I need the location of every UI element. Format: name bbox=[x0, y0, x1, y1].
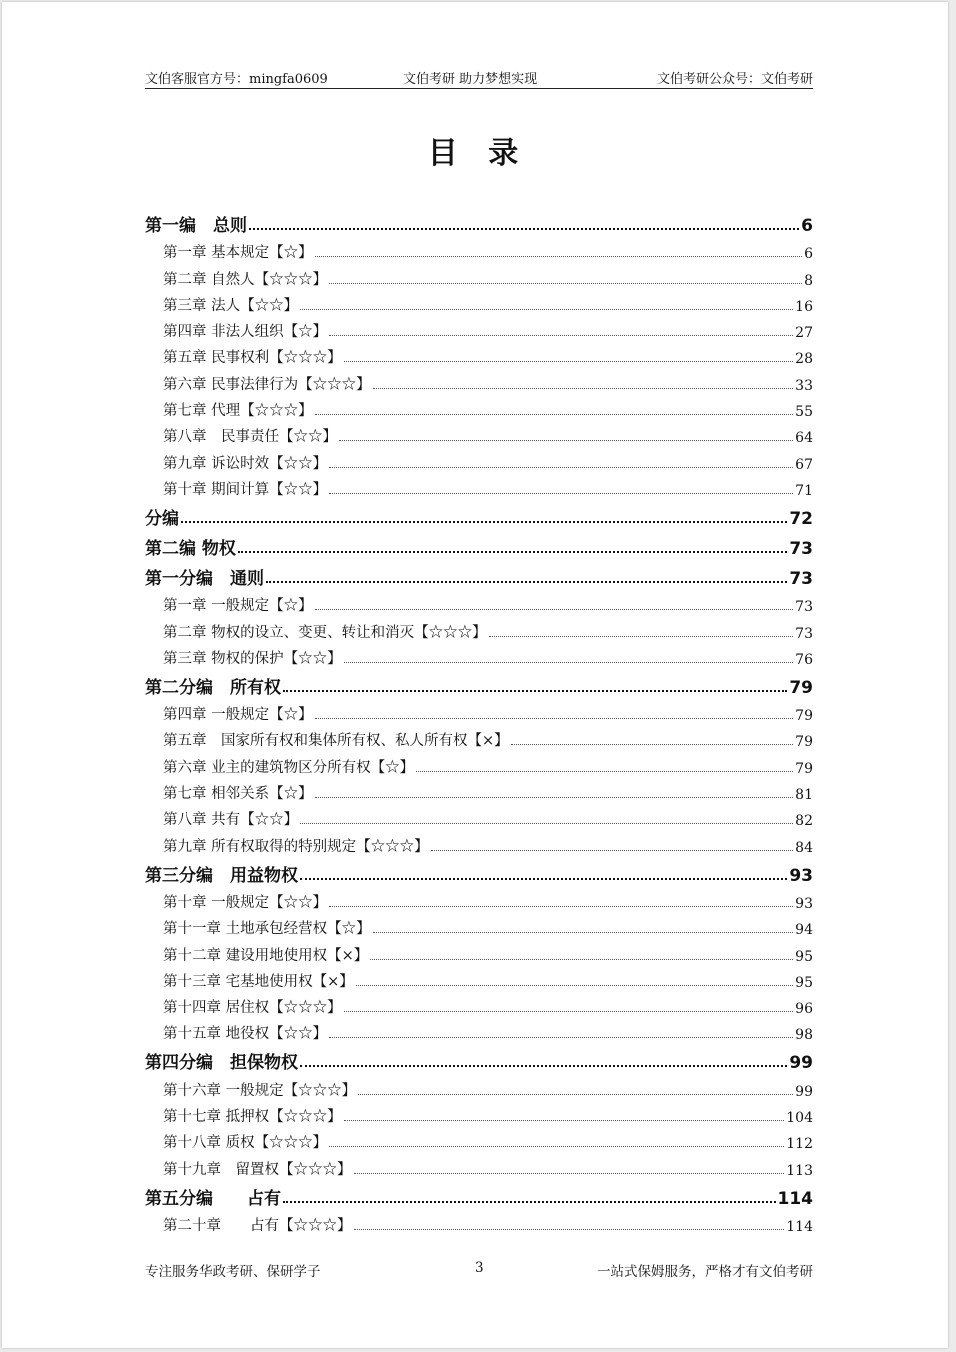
toc-dot-leader bbox=[344, 1119, 785, 1121]
toc-chapter-entry[interactable] bbox=[145, 262, 813, 288]
toc-dot-leader bbox=[238, 550, 787, 553]
toc-page-number: 82 bbox=[795, 813, 813, 830]
toc-entry-label: 分编 bbox=[145, 508, 179, 529]
toc-chapter-entry[interactable] bbox=[145, 803, 813, 829]
toc-dot-leader bbox=[329, 905, 793, 907]
toc-dot-leader bbox=[329, 466, 793, 468]
toc-entry-label: 第九章 所有权取得的特别规定【☆☆☆】 bbox=[163, 838, 429, 855]
toc-chapter-entry[interactable] bbox=[145, 289, 813, 315]
toc-entry-label: 第十章 一般规定【☆☆】 bbox=[163, 894, 328, 911]
toc-entry-label: 第十八章 质权【☆☆☆】 bbox=[163, 1135, 328, 1152]
toc-chapter-entry[interactable] bbox=[145, 1209, 813, 1235]
toc-dot-leader bbox=[329, 282, 802, 284]
toc-chapter-entry[interactable] bbox=[145, 315, 813, 341]
toc-page-number: 81 bbox=[795, 787, 813, 804]
toc-entry-label: 第三章 法人【☆☆】 bbox=[163, 297, 299, 314]
toc-entry-label: 第十五章 地役权【☆☆】 bbox=[163, 1026, 328, 1043]
footer-right-text: 一站式保姆服务，严格才有文伯考研 bbox=[597, 1264, 813, 1280]
toc-chapter-entry[interactable] bbox=[145, 446, 813, 472]
toc-page-number: 94 bbox=[795, 922, 813, 939]
toc-page-number: 72 bbox=[789, 508, 813, 529]
toc-dot-leader bbox=[354, 1172, 785, 1174]
toc-part-entry[interactable] bbox=[145, 529, 813, 559]
toc-part-entry[interactable] bbox=[145, 206, 813, 236]
toc-chapter-entry[interactable] bbox=[145, 420, 813, 446]
toc-chapter-entry[interactable] bbox=[145, 886, 813, 912]
toc-page-number: 79 bbox=[795, 708, 813, 725]
table-of-contents bbox=[145, 206, 813, 1235]
toc-entry-label: 第二编 物权 bbox=[145, 538, 236, 559]
toc-dot-leader bbox=[354, 1228, 785, 1230]
toc-dot-leader bbox=[344, 1010, 794, 1012]
toc-page-number: 76 bbox=[795, 651, 813, 668]
toc-dot-leader bbox=[315, 796, 794, 798]
toc-dot-leader bbox=[329, 1145, 784, 1147]
toc-dot-leader bbox=[344, 661, 794, 663]
toc-dot-leader bbox=[283, 1200, 776, 1203]
toc-entry-label: 第十章 期间计算【☆☆】 bbox=[163, 481, 328, 498]
toc-entry-label: 第十四章 居住权【☆☆☆】 bbox=[163, 1000, 342, 1017]
toc-page-number: 114 bbox=[777, 1188, 813, 1209]
toc-page-number: 73 bbox=[795, 599, 813, 616]
toc-dot-leader bbox=[373, 387, 794, 389]
toc-entry-label: 第二十章 占有【☆☆☆】 bbox=[163, 1217, 352, 1234]
toc-chapter-entry[interactable] bbox=[145, 777, 813, 803]
toc-page-number: 55 bbox=[795, 404, 813, 421]
toc-dot-leader bbox=[300, 877, 787, 880]
toc-dot-leader bbox=[344, 360, 794, 362]
toc-page-number: 96 bbox=[795, 1001, 813, 1018]
toc-dot-leader bbox=[416, 770, 793, 772]
toc-page-number: 33 bbox=[795, 377, 813, 394]
toc-part-entry[interactable] bbox=[145, 668, 813, 698]
toc-dot-leader bbox=[181, 520, 787, 523]
toc-chapter-entry[interactable] bbox=[145, 1073, 813, 1099]
toc-dot-leader bbox=[356, 984, 793, 986]
toc-dot-leader bbox=[249, 227, 799, 230]
toc-dot-leader bbox=[329, 492, 793, 494]
toc-entry-label: 第一章 一般规定【☆】 bbox=[163, 598, 313, 615]
toc-page-number: 95 bbox=[795, 948, 813, 965]
toc-chapter-entry[interactable] bbox=[145, 473, 813, 499]
toc-entry-label: 第七章 代理【☆☆☆】 bbox=[163, 403, 313, 420]
toc-chapter-entry[interactable] bbox=[145, 615, 813, 641]
toc-page-number: 104 bbox=[786, 1110, 813, 1127]
toc-entry-label: 第一章 基本规定【☆】 bbox=[163, 245, 313, 262]
toc-dot-leader bbox=[315, 413, 794, 415]
toc-dot-leader bbox=[315, 717, 794, 719]
toc-page-number: 6 bbox=[801, 216, 813, 236]
toc-dot-leader bbox=[358, 1093, 793, 1095]
toc-entry-label: 第九章 诉讼时效【☆☆】 bbox=[163, 455, 328, 472]
toc-page-number: 84 bbox=[795, 839, 813, 856]
toc-entry-label: 第六章 业主的建筑物区分所有权【☆】 bbox=[163, 759, 415, 776]
toc-entry-label: 第十九章 留置权【☆☆☆】 bbox=[163, 1161, 352, 1178]
toc-chapter-entry[interactable] bbox=[145, 236, 813, 262]
toc-page-number: 8 bbox=[804, 272, 813, 289]
toc-chapter-entry[interactable] bbox=[145, 991, 813, 1017]
toc-entry-label: 第二章 物权的设立、变更、转让和消灭【☆☆☆】 bbox=[163, 624, 487, 641]
toc-chapter-entry[interactable] bbox=[145, 750, 813, 776]
toc-entry-label: 第八章 共有【☆☆】 bbox=[163, 812, 299, 829]
toc-dot-leader bbox=[329, 1036, 793, 1038]
toc-page-number: 99 bbox=[795, 1083, 813, 1100]
toc-part-entry[interactable] bbox=[145, 499, 813, 529]
toc-entry-label: 第十一章 土地承包经营权【☆】 bbox=[163, 921, 371, 938]
toc-entry-label: 第十三章 宅基地使用权【×】 bbox=[163, 973, 354, 990]
toc-dot-leader bbox=[283, 689, 787, 692]
toc-entry-label: 第七章 相邻关系【☆】 bbox=[163, 786, 313, 803]
toc-dot-leader bbox=[489, 635, 794, 637]
toc-entry-label: 第五分编 占有 bbox=[145, 1188, 281, 1209]
page-header bbox=[145, 66, 813, 89]
toc-chapter-entry[interactable] bbox=[145, 698, 813, 724]
toc-entry-label: 第五章 民事权利【☆☆☆】 bbox=[163, 350, 342, 367]
toc-chapter-entry[interactable] bbox=[145, 367, 813, 393]
page-footer bbox=[145, 1260, 813, 1280]
toc-page-number: 73 bbox=[789, 568, 813, 589]
toc-dot-leader bbox=[511, 743, 794, 745]
toc-chapter-entry[interactable] bbox=[145, 1100, 813, 1126]
toc-entry-label: 第一分编 通则 bbox=[145, 568, 264, 589]
toc-page-number: 28 bbox=[795, 351, 813, 368]
toc-entry-label: 第三分编 用益物权 bbox=[145, 865, 298, 886]
toc-page-number: 112 bbox=[786, 1136, 813, 1153]
toc-page-number: 79 bbox=[795, 734, 813, 751]
toc-entry-label: 第八章 民事责任【☆☆】 bbox=[163, 429, 337, 446]
toc-page-number: 79 bbox=[789, 677, 813, 698]
toc-dot-leader bbox=[373, 931, 794, 933]
footer-left-text: 专注服务华政考研、保研学子 bbox=[145, 1264, 321, 1280]
toc-entry-label: 第四章 一般规定【☆】 bbox=[163, 707, 313, 724]
toc-chapter-entry[interactable] bbox=[145, 912, 813, 938]
toc-chapter-entry[interactable] bbox=[145, 341, 813, 367]
toc-entry-label: 第十七章 抵押权【☆☆☆】 bbox=[163, 1109, 342, 1126]
toc-entry-label: 第十六章 一般规定【☆☆☆】 bbox=[163, 1082, 357, 1099]
toc-dot-leader bbox=[300, 308, 793, 310]
toc-page-number: 113 bbox=[786, 1162, 813, 1179]
header-center-text: 文伯考研 助力梦想实现 bbox=[403, 72, 538, 87]
toc-chapter-entry[interactable] bbox=[145, 394, 813, 420]
toc-chapter-entry[interactable] bbox=[145, 965, 813, 991]
toc-page-number: 95 bbox=[795, 974, 813, 991]
toc-entry-label: 第一编 总则 bbox=[145, 216, 247, 236]
toc-entry-label: 第五章 国家所有权和集体所有权、私人所有权【×】 bbox=[163, 733, 509, 750]
toc-dot-leader bbox=[329, 334, 793, 336]
toc-chapter-entry[interactable] bbox=[145, 589, 813, 615]
toc-page-number: 93 bbox=[795, 895, 813, 912]
header-right-text: 文伯考研公众号：文伯考研 bbox=[656, 72, 813, 87]
toc-part-entry[interactable] bbox=[145, 1043, 813, 1073]
toc-page-number: 99 bbox=[789, 1053, 813, 1074]
toc-page-number: 71 bbox=[795, 482, 813, 499]
toc-dot-leader bbox=[300, 822, 793, 824]
toc-entry-label: 第二章 自然人【☆☆☆】 bbox=[163, 271, 328, 288]
toc-dot-leader bbox=[431, 849, 794, 851]
toc-page-number: 73 bbox=[795, 625, 813, 642]
toc-page-number: 98 bbox=[795, 1027, 813, 1044]
toc-chapter-entry[interactable] bbox=[145, 642, 813, 668]
toc-page-number: 6 bbox=[804, 246, 813, 263]
toc-entry-label: 第十二章 建设用地使用权【×】 bbox=[163, 947, 369, 964]
toc-chapter-entry[interactable] bbox=[145, 829, 813, 855]
toc-dot-leader bbox=[315, 608, 794, 610]
toc-page-number: 64 bbox=[795, 430, 813, 447]
toc-chapter-entry[interactable] bbox=[145, 938, 813, 964]
toc-chapter-entry[interactable] bbox=[145, 1126, 813, 1152]
toc-page-number: 93 bbox=[789, 865, 813, 886]
toc-chapter-entry[interactable] bbox=[145, 1017, 813, 1043]
toc-entry-label: 第四分编 担保物权 bbox=[145, 1053, 298, 1074]
header-left-text: 文伯客服官方号：mingfa0609 bbox=[145, 72, 328, 87]
toc-dot-leader bbox=[266, 580, 787, 583]
toc-dot-leader bbox=[339, 439, 793, 441]
toc-entry-label: 第二分编 所有权 bbox=[145, 677, 281, 698]
toc-chapter-entry[interactable] bbox=[145, 1152, 813, 1178]
footer-page-number: 3 bbox=[475, 1260, 484, 1276]
toc-part-entry[interactable] bbox=[145, 559, 813, 589]
toc-page-number: 27 bbox=[795, 325, 813, 342]
toc-entry-label: 第三章 物权的保护【☆☆】 bbox=[163, 650, 342, 667]
toc-page-number: 16 bbox=[795, 298, 813, 315]
toc-part-entry[interactable] bbox=[145, 856, 813, 886]
toc-part-entry[interactable] bbox=[145, 1179, 813, 1209]
toc-page-number: 67 bbox=[795, 456, 813, 473]
toc-dot-leader bbox=[315, 255, 802, 257]
toc-entry-label: 第六章 民事法律行为【☆☆☆】 bbox=[163, 376, 371, 393]
toc-chapter-entry[interactable] bbox=[145, 724, 813, 750]
page-title: 目 录 bbox=[427, 136, 529, 171]
toc-dot-leader bbox=[300, 1064, 787, 1067]
toc-page-number: 79 bbox=[795, 760, 813, 777]
toc-page-number: 73 bbox=[789, 538, 813, 559]
toc-entry-label: 第四章 非法人组织【☆】 bbox=[163, 324, 328, 341]
toc-page-number: 114 bbox=[786, 1218, 813, 1235]
toc-dot-leader bbox=[370, 958, 793, 960]
